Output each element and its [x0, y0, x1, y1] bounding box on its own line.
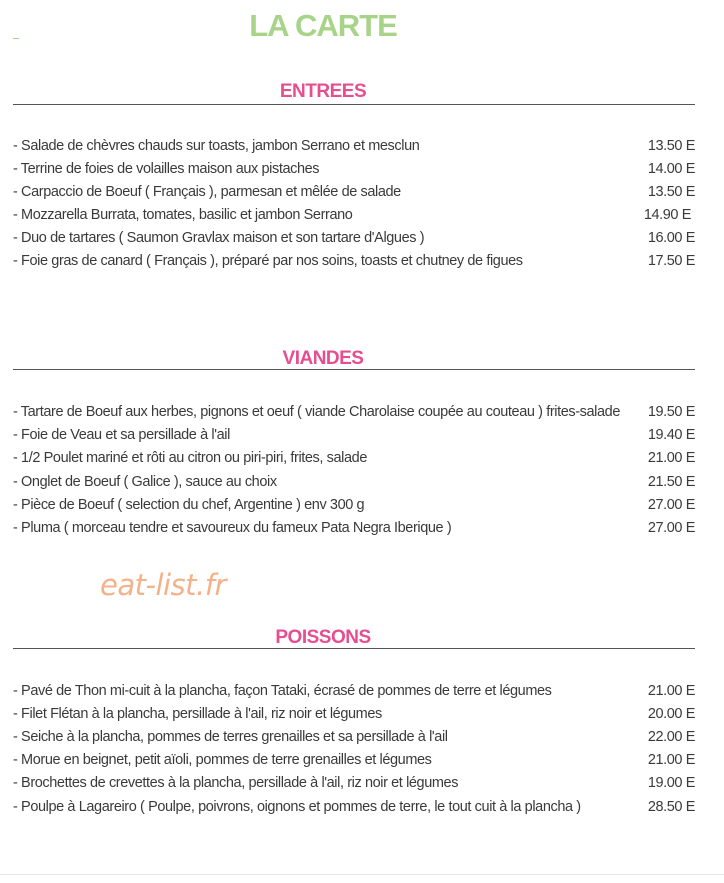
menu-item-price: 27.00 E: [647, 497, 695, 513]
menu-item-price: 21.00 E: [647, 752, 695, 768]
section-heading-poissons: POISSONS: [275, 627, 371, 648]
page-bottom-divider: [0, 874, 724, 875]
section-heading-entrees: ENTREES: [279, 81, 367, 102]
menu-item: [13, 427, 695, 449]
menu-item-name: - Pièce de Boeuf ( selection du chef, Argentine ) env 300 g: [13, 497, 365, 513]
menu-item-price: 27.00 E: [647, 520, 695, 536]
menu-item-name: - Salade de chèvres chauds sur toasts, jambon Serrano et mesclun: [13, 138, 420, 154]
menu-item-name: - 1/2 Poulet mariné et rôti au citron ou piri-piri, frites, salade: [13, 450, 367, 466]
menu-item: [13, 520, 695, 542]
menu-item-name: - Terrine de foies de volailles maison aux pistaches: [13, 161, 320, 177]
menu-item-price: 16.00 E: [647, 230, 695, 246]
menu-item-price: 13.50 E: [647, 138, 695, 154]
menu-item: [13, 184, 695, 206]
menu-item-price: 19.00 E: [647, 775, 695, 791]
menu-item: [13, 752, 695, 774]
menu-item-name: - Pavé de Thon mi-cuit à la plancha, façon Tataki, écrasé de pommes de terre et légumes: [13, 683, 552, 699]
section-divider: [13, 648, 695, 649]
menu-item: [13, 775, 695, 797]
menu-item: [13, 138, 695, 160]
menu-item-name: - Duo de tartares ( Saumon Gravlax maison et son tartare d'Algues ): [13, 230, 425, 246]
section-heading-viandes: VIANDES: [282, 348, 364, 369]
menu-item-name: - Filet Flétan à la plancha, persillade à l'ail, riz noir et légumes: [13, 706, 382, 722]
menu-item-price: 21.00 E: [647, 683, 695, 699]
menu-item: [13, 706, 695, 728]
menu-item-name: - Brochettes de crevettes à la plancha, persillade à l'ail, riz noir et légumes: [13, 775, 459, 791]
menu-item-name: - Onglet de Boeuf ( Galice ), sauce au choix: [13, 474, 277, 490]
menu-item-price: 14.90 E: [643, 207, 691, 223]
menu-item-name: - Foie gras de canard ( Français ), préparé par nos soins, toasts et chutney de figues: [13, 253, 523, 269]
menu-item: [13, 207, 695, 229]
section-divider: [13, 369, 695, 370]
menu-item: [13, 799, 695, 821]
menu-item: [13, 729, 695, 751]
menu-item-price: 19.40 E: [647, 427, 695, 443]
decorative-dash: [13, 38, 19, 39]
menu-item: [13, 404, 695, 426]
menu-item-price: 28.50 E: [647, 799, 695, 815]
menu-item-name: - Tartare de Boeuf aux herbes, pignons et oeuf ( viande Charolaise coupée au couteau ) frites-salade: [13, 404, 620, 420]
menu-item-price: 14.00 E: [647, 161, 695, 177]
watermark-logo: eat-list.fr: [100, 568, 226, 602]
menu-item-name: - Carpaccio de Boeuf ( Français ), parmesan et mêlée de salade: [13, 184, 401, 200]
menu-item-price: 20.00 E: [647, 706, 695, 722]
menu-item-name: - Foie de Veau et sa persillade à l'ail: [13, 427, 230, 443]
menu-item-name: - Seiche à la plancha, pommes de terres grenailles et sa persillade à l'ail: [13, 729, 448, 745]
menu-item: [13, 230, 695, 252]
menu-item: [13, 683, 695, 705]
menu-item-name: - Poulpe à Lagareiro ( Poulpe, poivrons, oignons et pommes de terre, le tout cuit à la plancha ): [13, 799, 581, 815]
menu-item-price: 21.00 E: [647, 450, 695, 466]
menu-item: [13, 497, 695, 519]
menu-item-name: - Pluma ( morceau tendre et savoureux du fameux Pata Negra Iberique ): [13, 520, 452, 536]
menu-item-name: - Morue en beignet, petit aïoli, pommes de terre grenailles et légumes: [13, 752, 432, 768]
section-divider: [13, 104, 695, 105]
page-title: LA CARTE: [249, 8, 397, 43]
menu-item: [13, 450, 695, 472]
menu-item-price: 22.00 E: [647, 729, 695, 745]
menu-item: [13, 474, 695, 496]
menu-item: [13, 161, 695, 183]
menu-item-price: 13.50 E: [647, 184, 695, 200]
menu-item-name: - Mozzarella Burrata, tomates, basilic et jambon Serrano: [13, 207, 353, 223]
menu-item-price: 19.50 E: [647, 404, 695, 420]
menu-item-price: 17.50 E: [647, 253, 695, 269]
menu-item: [13, 253, 695, 275]
menu-item-price: 21.50 E: [647, 474, 695, 490]
